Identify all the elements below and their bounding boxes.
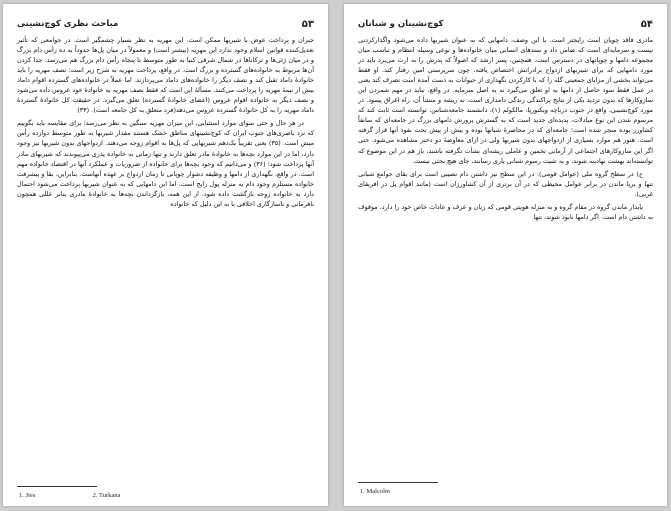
- left-page-header: [17, 16, 314, 32]
- paragraph: مادری فاقد چوپان است رایجتر است. با این وصف، دامهایی که به عنوان شیربها داده می‌شود واگذارکردنی نیست و سرمایه‌ای است که ضامن داد و ستدهای انسانی میان خانواده‌ها و نوعی وسیله انتظام و تناسب میان مجموعه دامها و چوپانهای در دسترس است. همچنین، پسر ارشد که اصولاً که پدرش را به ارث می‌برد باید در مورد دامهایی که برای شیربهای ازدواج برادرانش اختصاص یافته، چون سرپرستی امین رفتار کند. او فقط می‌تواند بخشی از مزایای جمعیتی گله را که با کارکردن نگهداری از حیوانات به دست آمده است تصرف کند یعنی در عمل فقط سود حاصل از دامها به او تعلق می‌گیرد نه به اصل سرمایه. در واقع، نباید در مهم شمردن این سازوکارها که بدون تردید یکی از نتایج پراکندگی زندگی دامداری است، نه ریشه و منشأ آن، راه اغراق پیمود. در مورد کوچ‌نشینی، واقع در جنوب درباچه ویکتوریا، مالکولم (۱)، دانشمند جامعه‌شناس، توانسته است ثابت کند که مرسوم شدن این نوع مبادلات، پدیده‌ای جدید است که به گسترش پرورش دامهای بزرگ در جامعه‌ای که سابقاً کشاورز بوده منجر شده است؛ جامعه‌ای که در محاصرهٔ شبانها بوده و بیش از پیش تحت نفوذ آنها قرار گرفته است. هنوز هم موارد بسیاری از ازدواجهای بدون شیربها ولی در ازای معاوضهٔ دو دختر مشاهده می‌شود. حتی اگر این سازوکارهای اجتماعی از آرمانی تخمین و عاملی ریشه‌ای نشأت نگرفته باشند، باز هم در این موضوع که توانسته‌اند بهشت نهادینه شوند، و به تثبیت رسوم شبانی یاری رسانند، جای هیچ بحثی نیست.: [358, 36, 653, 165]
- footnote-rule: [358, 482, 438, 483]
- paragraph: جبران و پرداخت عوض با شیربها ممکن است. این مهریه به نظر بسیار چشمگیر است. در جوامعی که تأثیر تعدیل‌کننده قوانین اسلام وجود ندارد این مهریه (بیشتر است) و معمولاً در میان پل‌ها حدوداً به ده رأس دام بزرگ و در میان ژئی‌ها و ترکاناها در شمال شرقی کنیا به طور متوسط تا پنجاه رأس دام بزرگ هم می‌رسد. جدا کردن آن‌ها مربوط به خانواده‌های گسترده و بزرگ است. در واقع، پرداخت مهریه به شرح زیر است: نصف مهریه را باید خانوادهٔ داماد تقبل کند و نصف دیگر را خانواده‌های داماد می‌پردازند. اما عملاً در خانواده‌های گسترده اقوام داماد بیش از نیمهٔ مهریه را پرداخت می‌کنند. مسألهٔ این است که فقط نصف مهریه به خانوادهٔ خود عروس داده می‌شود و نصف دیگر به خانواده اقوام عروس (اعضای خانوادهٔ گسترده) تعلق می‌گیرد. در حقیقت کل خانوادهٔ گستردهٔ داماد مهریه را به کل خانوادهٔ گسترده عروس می‌دهد(فرد متعلق به کل جامعه است). (۳۴): [17, 36, 314, 115]
- page-number: ۵۳: [301, 18, 314, 30]
- left-page: [3, 4, 328, 506]
- running-title: مباحث نظری کوچ‌نشینی: [17, 19, 119, 29]
- paragraph: پایدار ماندن گروه در مقام گروه و به منزله هویتی قومی که زبان و عرف و عادات خاص خود را دارد، موقوف به داشتن دام است. اگر دامها نابود شوند، تنها: [358, 202, 653, 221]
- footnotes: [19, 492, 120, 499]
- paragraph: ج) در سطح گروه ملی (عوامل قومی): در این سطح نیز داشتن دام نصیبی است برای بقای جوامع شبانی تنها و برپا ماندن در برابر عوامل محیطی که در آن برتری از آن کشاورزان است (مانند اقوام پل در افریقای غربی).: [358, 169, 653, 198]
- footnote-rule: [17, 486, 97, 487]
- right-page-header: [358, 16, 653, 32]
- right-page: [344, 4, 667, 506]
- footnote: 2. Turkana: [92, 492, 121, 499]
- footnote: 1. Malcolm: [360, 488, 390, 495]
- body-text: [358, 35, 653, 222]
- footnote: 1. Jies: [19, 492, 36, 499]
- running-title: کوچ‌نشینان و شبانان: [358, 19, 444, 29]
- page-number: ۵۴: [640, 18, 653, 30]
- paragraph: در هر حال و حتی سوای موارد استثنایی، این میزان مهریه سنگین به نظر می‌رسد؛ برای مقایسه باید بگوییم که نزد باصری‌های جنوب ایران که کوچ‌نشینهای مناطق خشک هستند مقدار شیربها به طور متوسط دوازده رأس میش است. (۳۵) یعنی تقریباً یک‌دهم شیربهایی که پل‌ها به اقوام زوجه می‌دهند. ازدواجهای بدون شیربها نیز وجود دارد، اما در این موارد بچه‌ها به خانوادهٔ مادر تعلق دارند و تنها زمانی به خانواده پدری می‌پیوندند که شیربهای مادر آنها پرداخت شود؛ (۳۶) و می‌دانیم که وجود بچه‌ها برای خانواده از ضروریات و عملکرد آنها در اقتصاد خانواده مهم است. در واقع، نگهداری از دامها و وظیفه دشوار چوپانی تا زمان ازدواج بر عهده آنهاست. بنابراین، بقا و پیشرفت خانواده مستلزم وجود دام به منزله پول رایج است. اما این دامهایی که به عنوان شیربها پرداخت می‌شود احتمال دارد به خانواده زوجه بازگشت داده شود. از این همه، بازگرداندن بچه‌ها به خانوادهٔ مادری بنابر عللی همچون نافرمانی و ناسازگاری اخلاقی با به این دلیل که خانواده: [17, 119, 314, 208]
- footnotes: [360, 488, 390, 495]
- body-text: [17, 35, 314, 209]
